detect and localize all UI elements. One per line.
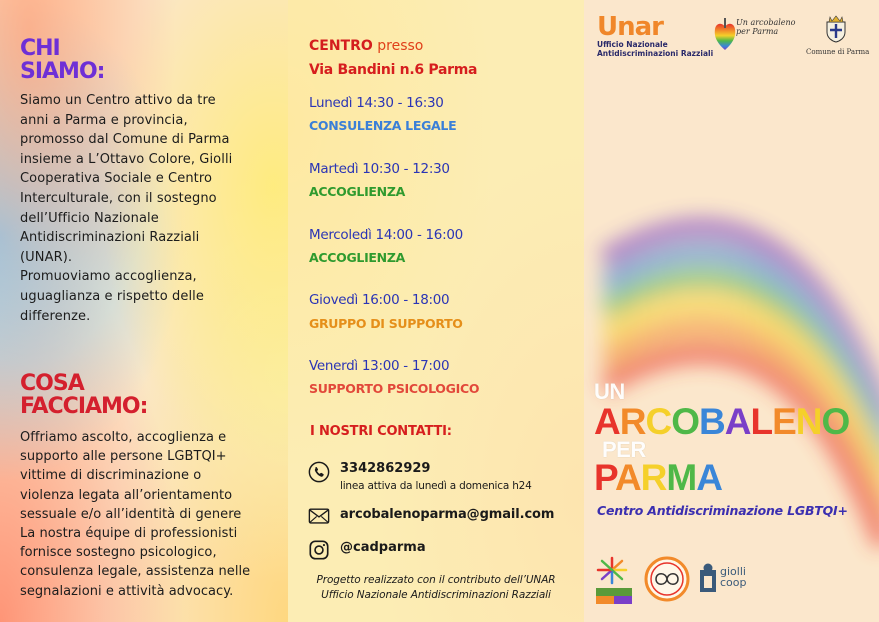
title-arcobaleno-letter: B [698,401,725,442]
rainbow-heart-icon [714,18,736,52]
schedule-service-friday: SUPPORTO PSICOLOGICO [309,381,480,396]
ottavo-colore-logo [644,556,690,602]
email-address[interactable]: arcobalenoparma@gmail.com [340,507,555,522]
centro-interculturale-logo [594,556,638,608]
title-parma-letter: M [666,457,697,498]
unar-subtitle-1: Ufficio Nazionale [597,40,668,49]
chi-siamo-title: CHI SIAMO: [20,36,105,84]
schedule-day-tuesday: Martedì 10:30 - 12:30 [309,161,450,177]
title-parma-letter: A [696,457,722,498]
title-arcobaleno-letter: N [795,401,822,442]
crest-icon [823,14,849,44]
presso-word: presso [377,38,424,54]
schedule-day-friday: Venerdì 13:00 - 17:00 [309,358,450,374]
partner-logos [594,556,874,612]
title-parma-letter: R [640,457,667,498]
schedule-service-tuesday: ACCOGLIENZA [309,184,405,199]
unar-wordmark: Unar [597,12,663,42]
address: Via Bandini n.6 Parma [309,62,478,78]
giolli-coop-logo [698,562,758,602]
schedule-day-thursday: Giovedì 16:00 - 18:00 [309,292,450,308]
title-arcobaleno-letter: A [594,401,620,442]
title-parma-letter: P [594,457,615,498]
unar-subtitle-2: Antidiscriminazioni Razziali [597,49,714,58]
title-per: PER [602,437,646,462]
title-un: UN [594,379,625,404]
mail-icon [308,505,330,527]
giolli-coop-text: giolli coop [720,565,747,589]
schedule-service-thursday: GRUPPO DI SUPPORTO [309,316,463,331]
schedule-day-wednesday: Mercoledì 14:00 - 16:00 [309,227,463,243]
centro-word: CENTRO [309,38,373,54]
title-arcobaleno-letter: C [645,401,672,442]
schedule-day-monday: Lunedì 14:30 - 16:30 [309,95,444,111]
instagram-icon [308,539,330,561]
phone-number[interactable]: 3342862929 [340,461,431,476]
comune-label: Comune di Parma [806,48,870,56]
arcobaleno-logo [714,16,796,56]
chi-siamo-text: Siamo un Centro attivo da tre anni a Parma e provincia, promosso dal Comune di Parma insieme a L’Ottavo Colore, Giolli Cooperativa Sociale e Centro Interculturale, con il sostegno dell’Ufficio Nazionale Antidiscriminazioni Razziali (UNAR). Promuoviamo accoglienza, uguaglianza e rispetto delle differenze. [20,93,233,324]
phone-icon [308,461,330,483]
title-arcobaleno-letter: O [671,401,699,442]
giolli-figure-icon [698,562,720,594]
cosa-facciamo-text: Offriamo ascolto, accoglienza e supporto alle persone LGBTQI+ vittime di discriminazione o violenza legata all’orientamento sessuale e/o all’identità di genere La nostra équipe di professionisti fornisce sostegno psicologico, consulenza legale, assistenza nelle segnalazioni e attività advocacy. [20,430,251,599]
arcobaleno-logo-text: Un arcobaleno per Parma [736,18,796,36]
title-arcobaleno-letter: O [821,401,850,442]
rainbow-background [584,0,879,622]
middle-panel [288,0,584,622]
cosa-facciamo-title: COSA FACCIAMO: [20,371,148,419]
schedule-service-monday: CONSULENZA LEGALE [309,118,457,133]
title-arcobaleno-letter: E [772,401,796,442]
title-arcobaleno-letter: R [619,401,646,442]
phone-availability-note: linea attiva da lunedì a domenica h24 [340,480,532,492]
comune-di-parma-logo [806,14,870,56]
title-arcobaleno [594,401,850,442]
project-funding-note: Progetto realizzato con il contributo dell’UNAR Ufficio Nazionale Antidiscriminazioni Razziali [316,574,556,601]
contacts-title: I NOSTRI CONTATTI: [310,424,452,439]
left-panel [0,0,288,622]
title-parma [594,457,722,498]
subtitle: Centro Antidiscriminazione LGBTQI+ [597,503,848,518]
centro-location [309,38,423,54]
unar-logo [597,14,713,58]
schedule-service-wednesday: ACCOGLIENZA [309,250,405,265]
right-panel [584,0,879,622]
title-arcobaleno-letter: A [724,401,751,442]
instagram-handle[interactable]: @cadparma [340,540,426,555]
title-parma-letter: A [614,457,641,498]
title-arcobaleno-letter: L [750,401,773,442]
